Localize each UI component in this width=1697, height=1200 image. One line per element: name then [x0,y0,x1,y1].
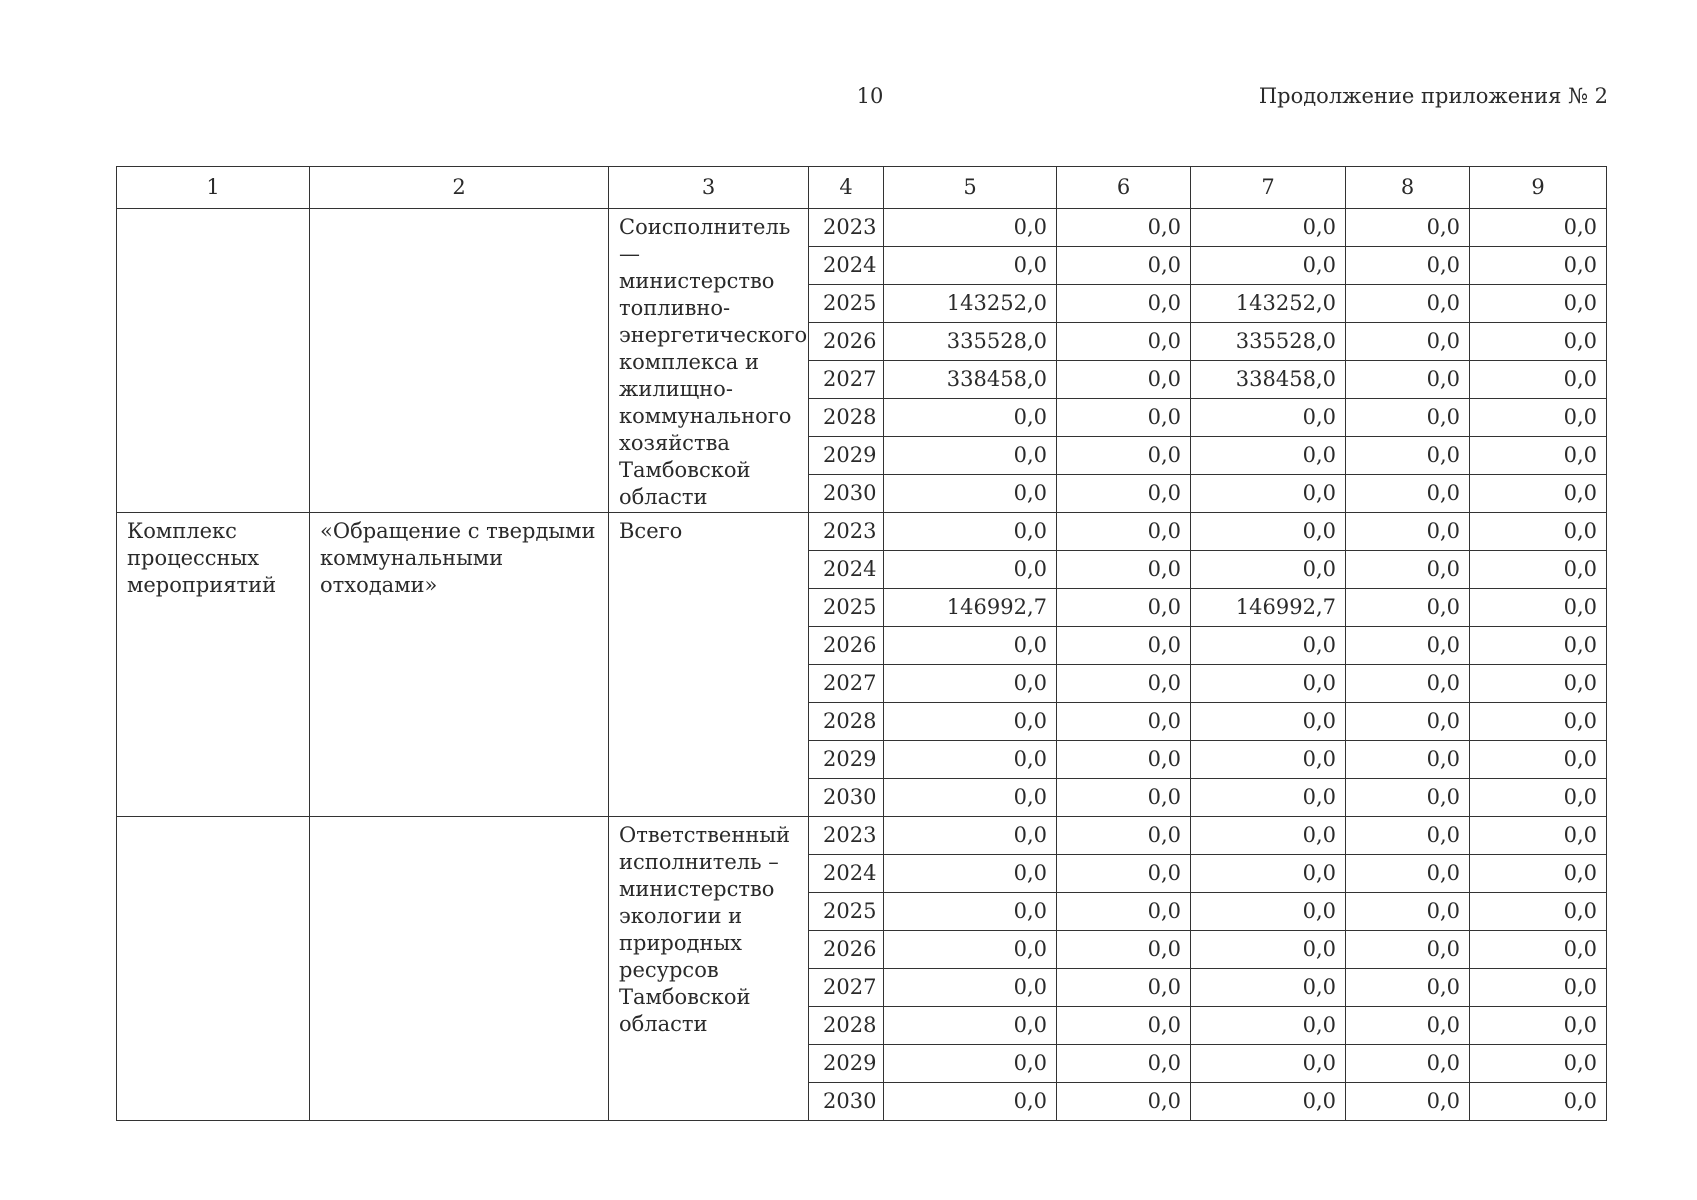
amount-cell: 143252,0 [1191,285,1346,323]
amount-cell: 0,0 [1346,703,1470,741]
table-row [117,817,1607,855]
amount-cell: 0,0 [1346,741,1470,779]
column-header: 6 [1057,167,1191,209]
amount-cell: 0,0 [1346,589,1470,627]
program-type-cell [117,817,310,1121]
year-cell: 2024 [809,247,884,285]
amount-cell: 0,0 [1057,703,1191,741]
column-header: 9 [1470,167,1607,209]
amount-cell: 0,0 [1470,247,1607,285]
executor-cell: Соисполнитель — министерство топливно-энергетического комплекса и жилищно-коммунального хозяйства Тамбовской области [609,209,809,513]
amount-cell: 0,0 [1346,1007,1470,1045]
year-cell: 2029 [809,1045,884,1083]
amount-cell: 0,0 [1346,437,1470,475]
amount-cell: 0,0 [1470,475,1607,513]
page-number: 10 [856,84,884,108]
amount-cell: 0,0 [1470,855,1607,893]
amount-cell: 0,0 [1346,855,1470,893]
amount-cell: 0,0 [884,627,1057,665]
column-header: 2 [310,167,609,209]
program-name-cell [310,209,609,513]
amount-cell: 0,0 [1470,551,1607,589]
amount-cell: 0,0 [1470,209,1607,247]
amount-cell: 0,0 [1057,627,1191,665]
amount-cell: 0,0 [1470,285,1607,323]
amount-cell: 0,0 [884,741,1057,779]
amount-cell: 0,0 [1470,627,1607,665]
amount-cell: 0,0 [1470,741,1607,779]
program-type-cell: Комплекс процессных мероприятий [117,513,310,817]
amount-cell: 0,0 [1191,817,1346,855]
program-name-cell: «Обращение с твердыми коммунальными отходами» [310,513,609,817]
amount-cell: 0,0 [1470,361,1607,399]
amount-cell: 0,0 [1191,969,1346,1007]
amount-cell: 0,0 [1346,513,1470,551]
year-cell: 2025 [809,589,884,627]
amount-cell: 0,0 [1057,285,1191,323]
amount-cell: 0,0 [1191,513,1346,551]
year-cell: 2028 [809,1007,884,1045]
year-cell: 2027 [809,969,884,1007]
amount-cell: 0,0 [1057,247,1191,285]
amount-cell: 0,0 [1346,931,1470,969]
year-cell: 2027 [809,361,884,399]
amount-cell: 0,0 [1470,817,1607,855]
column-header: 5 [884,167,1057,209]
year-cell: 2028 [809,399,884,437]
year-cell: 2025 [809,893,884,931]
amount-cell: 0,0 [1470,1083,1607,1121]
column-header: 1 [117,167,310,209]
amount-cell: 335528,0 [1191,323,1346,361]
amount-cell: 0,0 [884,855,1057,893]
amount-cell: 0,0 [1191,627,1346,665]
amount-cell: 0,0 [884,513,1057,551]
program-name-cell [310,817,609,1121]
amount-cell: 0,0 [1470,399,1607,437]
year-cell: 2029 [809,437,884,475]
amount-cell: 0,0 [1191,1007,1346,1045]
amount-cell: 0,0 [1470,703,1607,741]
amount-cell: 0,0 [1191,399,1346,437]
amount-cell: 0,0 [1346,209,1470,247]
year-cell: 2028 [809,703,884,741]
amount-cell: 0,0 [1057,209,1191,247]
appendix-continuation-title: Продолжение приложения № 2 [1258,84,1608,108]
amount-cell: 0,0 [1191,931,1346,969]
year-cell: 2027 [809,665,884,703]
amount-cell: 0,0 [1191,665,1346,703]
amount-cell: 0,0 [884,1045,1057,1083]
amount-cell: 0,0 [1346,665,1470,703]
executor-cell: Всего [609,513,809,817]
column-header: 4 [809,167,884,209]
amount-cell: 0,0 [1470,1007,1607,1045]
amount-cell: 0,0 [1057,817,1191,855]
amount-cell: 0,0 [1057,551,1191,589]
amount-cell: 0,0 [1470,893,1607,931]
amount-cell: 0,0 [1057,513,1191,551]
year-cell: 2023 [809,817,884,855]
amount-cell: 0,0 [1057,1045,1191,1083]
amount-cell: 0,0 [884,209,1057,247]
year-cell: 2023 [809,209,884,247]
amount-cell: 338458,0 [1191,361,1346,399]
amount-cell: 0,0 [1470,437,1607,475]
amount-cell: 0,0 [1057,1083,1191,1121]
amount-cell: 338458,0 [884,361,1057,399]
amount-cell: 0,0 [884,703,1057,741]
amount-cell: 0,0 [1191,741,1346,779]
amount-cell: 0,0 [1346,247,1470,285]
amount-cell: 0,0 [884,437,1057,475]
year-cell: 2029 [809,741,884,779]
year-cell: 2030 [809,475,884,513]
amount-cell: 0,0 [1191,475,1346,513]
amount-cell: 0,0 [1057,931,1191,969]
amount-cell: 0,0 [884,969,1057,1007]
amount-cell: 0,0 [884,1083,1057,1121]
amount-cell: 0,0 [1057,399,1191,437]
amount-cell: 0,0 [1346,969,1470,1007]
amount-cell: 0,0 [884,551,1057,589]
amount-cell: 0,0 [1470,589,1607,627]
amount-cell: 0,0 [1470,931,1607,969]
amount-cell: 0,0 [1191,551,1346,589]
column-header: 8 [1346,167,1470,209]
amount-cell: 0,0 [1346,551,1470,589]
amount-cell: 0,0 [1346,285,1470,323]
amount-cell: 143252,0 [884,285,1057,323]
year-cell: 2024 [809,551,884,589]
amount-cell: 0,0 [1470,323,1607,361]
year-cell: 2030 [809,1083,884,1121]
amount-cell: 0,0 [1346,1083,1470,1121]
amount-cell: 0,0 [884,779,1057,817]
amount-cell: 0,0 [1191,893,1346,931]
year-cell: 2024 [809,855,884,893]
amount-cell: 0,0 [1057,779,1191,817]
amount-cell: 0,0 [1346,1045,1470,1083]
amount-cell: 0,0 [884,399,1057,437]
amount-cell: 0,0 [1346,475,1470,513]
amount-cell: 0,0 [1191,437,1346,475]
program-type-cell [117,209,310,513]
amount-cell: 0,0 [1346,399,1470,437]
amount-cell: 0,0 [1057,323,1191,361]
year-cell: 2026 [809,931,884,969]
amount-cell: 0,0 [1057,855,1191,893]
amount-cell: 0,0 [1346,779,1470,817]
amount-cell: 0,0 [1346,893,1470,931]
amount-cell: 0,0 [1346,361,1470,399]
amount-cell: 0,0 [1346,323,1470,361]
amount-cell: 0,0 [1191,209,1346,247]
column-header: 3 [609,167,809,209]
amount-cell: 0,0 [1191,703,1346,741]
amount-cell: 335528,0 [884,323,1057,361]
amount-cell: 0,0 [1057,589,1191,627]
amount-cell: 0,0 [1057,665,1191,703]
amount-cell: 0,0 [1057,475,1191,513]
amount-cell: 146992,7 [884,589,1057,627]
amount-cell: 0,0 [1191,1045,1346,1083]
budget-table [116,166,1607,1121]
amount-cell: 0,0 [884,893,1057,931]
year-cell: 2023 [809,513,884,551]
amount-cell: 0,0 [1057,361,1191,399]
amount-cell: 0,0 [1470,1045,1607,1083]
amount-cell: 0,0 [1346,627,1470,665]
amount-cell: 0,0 [1470,779,1607,817]
amount-cell: 0,0 [1057,893,1191,931]
amount-cell: 146992,7 [1191,589,1346,627]
amount-cell: 0,0 [1470,969,1607,1007]
amount-cell: 0,0 [1057,1007,1191,1045]
amount-cell: 0,0 [1470,665,1607,703]
amount-cell: 0,0 [884,817,1057,855]
column-header: 7 [1191,167,1346,209]
amount-cell: 0,0 [884,665,1057,703]
amount-cell: 0,0 [1057,437,1191,475]
amount-cell: 0,0 [1346,817,1470,855]
amount-cell: 0,0 [1191,855,1346,893]
column-header-row [117,167,1607,209]
amount-cell: 0,0 [1191,1083,1346,1121]
amount-cell: 0,0 [1470,513,1607,551]
year-cell: 2026 [809,627,884,665]
amount-cell: 0,0 [884,931,1057,969]
amount-cell: 0,0 [1057,969,1191,1007]
amount-cell: 0,0 [884,475,1057,513]
amount-cell: 0,0 [1057,741,1191,779]
executor-cell: Ответственный исполнитель – министерство экологии и природных ресурсов Тамбовской области [609,817,809,1121]
year-cell: 2026 [809,323,884,361]
table-row [117,209,1607,247]
amount-cell: 0,0 [884,1007,1057,1045]
amount-cell: 0,0 [1191,779,1346,817]
amount-cell: 0,0 [884,247,1057,285]
year-cell: 2030 [809,779,884,817]
year-cell: 2025 [809,285,884,323]
table-row [117,513,1607,551]
amount-cell: 0,0 [1191,247,1346,285]
